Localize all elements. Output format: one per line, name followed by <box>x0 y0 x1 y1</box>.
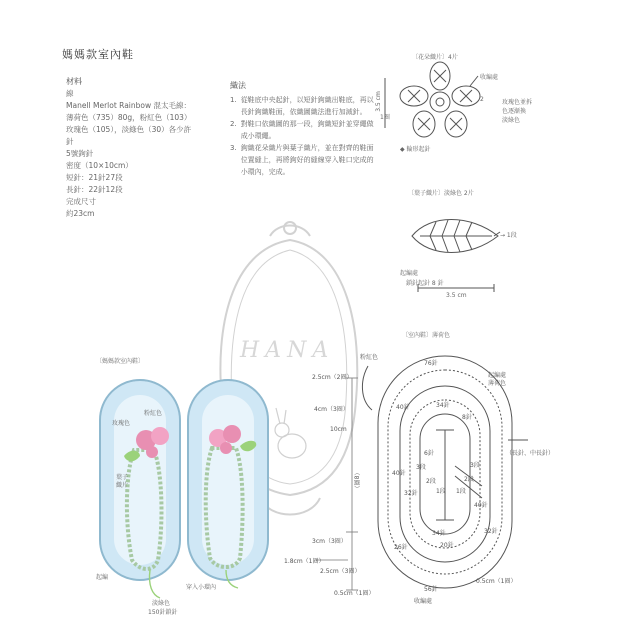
sole-label: 32針 <box>484 528 498 535</box>
shoe-leaf-label: 葉子 織片 <box>116 474 129 489</box>
sole-label: 3段 <box>470 462 480 469</box>
sole-label: 40針 <box>392 470 406 477</box>
measure-label: 1.8cm（1圈） <box>284 558 325 565</box>
sole-label: 40針 <box>396 404 410 411</box>
step-text: 從鞋底中央起針，以短針鉤織出鞋底，再以長針鉤織鞋面，依織圖織法進行加減針。 <box>240 96 374 116</box>
measure-label: 2.5cm（2圈） <box>312 374 353 381</box>
sole-pink: 粉紅色 <box>360 354 379 361</box>
sole-label: 2段 <box>464 476 474 483</box>
sole-bottom: 收編處 <box>414 598 433 605</box>
shoe-pink-label: 粉紅色 <box>144 410 163 417</box>
method-step <box>230 142 380 178</box>
materials-heading: 材料 <box>66 77 82 86</box>
measure-label: 4cm（3圈） <box>314 406 349 413</box>
measure-label: 2.5cm（3圈） <box>320 568 361 575</box>
shoe-insert-label: 穿入小環內 <box>186 584 217 591</box>
sole-title: 〔室內鞋〕薄荷色 <box>402 332 451 339</box>
sole-label: 34針 <box>432 530 446 537</box>
materials-list <box>66 76 191 220</box>
method-instructions <box>230 80 380 178</box>
leaf-start: 起編處 <box>400 270 419 277</box>
sole-label: 40針 <box>474 502 488 509</box>
sole-label: 32針 <box>404 490 418 497</box>
step-text: 鉤織花朵織片與葉子織片，並在對齊的鞋面位置縫上，再將鉤好的縫線穿入鞋口完成的小環內，完成。 <box>240 144 374 176</box>
measure-label: 3cm（3圈） <box>312 538 347 545</box>
sole-label: 20針 <box>440 542 454 549</box>
materials-line: 5號鉤針 <box>66 149 94 158</box>
method-heading: 織法 <box>230 81 246 90</box>
shoe-start-label: 起編 <box>96 574 109 581</box>
leaf-size: 3.5 cm <box>446 292 467 299</box>
flower-color-note: 玫瑰色並拆 色逐漸換 淡綠色 <box>502 99 533 124</box>
sole-label: 1段 <box>436 488 446 495</box>
sole-label: 6針 <box>424 450 434 457</box>
leaf-round: → 1段 <box>500 232 517 239</box>
sole-label: 8針 <box>462 414 472 421</box>
flower-title: 〔花朵織片〕4片 <box>412 54 458 61</box>
step-number: 1. <box>230 96 237 104</box>
sole-label: 26針 <box>394 544 408 551</box>
flower-chart <box>385 62 480 137</box>
sole-label: 1段 <box>456 488 466 495</box>
sole-side-note: 起編處 薄荷色 <box>488 372 507 387</box>
flower-end-label: 收編處 <box>480 74 499 81</box>
sole-label: 34針 <box>436 402 450 409</box>
step-text: 對鞋口依織圖的那一段，鉤織短針並穿繩做成小環繩。 <box>240 120 374 140</box>
flower-round2: 2 <box>480 96 484 103</box>
flower-start: ◆ 輪形起針 <box>400 146 431 153</box>
materials-line: 完成尺寸 <box>66 197 96 206</box>
watermark-text: HANA <box>240 338 335 363</box>
shoe-green-label: 淡綠色 <box>152 600 171 607</box>
page-title: 媽媽款室內鞋 <box>62 48 134 61</box>
right-shoe <box>188 380 268 588</box>
shoe-rose-label: 玫瑰色 <box>112 420 131 427</box>
materials-line: 線 <box>66 89 74 98</box>
measure-label: 10cm <box>330 426 347 433</box>
leaf-chain: 鎖針起針 8 針 <box>406 280 444 287</box>
materials-line: 短針：21針27段 <box>66 173 123 182</box>
materials-line: Manell Merlot Rainbow 混太毛線： <box>66 101 191 110</box>
measure-label: （8圈） <box>352 469 360 492</box>
bunny-watermark <box>275 408 306 458</box>
left-shoe <box>100 380 180 598</box>
materials-line: 長針：22針12段 <box>66 185 123 194</box>
leaf-title: 〔葉子織片〕淡綠色 2片 <box>408 190 474 197</box>
shoe-chain-label: 150針鎖針 <box>148 609 178 616</box>
measure-label: 0.5cm（1圈） <box>334 590 375 597</box>
method-step <box>230 118 380 142</box>
sole-count-a: 56針 <box>424 586 438 593</box>
materials-line: 針 <box>66 137 74 146</box>
sole-count-b: 0.5cm（1圈） <box>476 578 517 585</box>
step-number: 2. <box>230 120 237 128</box>
materials-line: 玫瑰色（105），淡綠色（30）各少許 <box>66 125 192 134</box>
method-step <box>230 94 380 118</box>
sole-top-count: 76針 <box>424 360 438 367</box>
materials-line: 約23cm <box>66 209 95 218</box>
step-number: 3. <box>230 144 237 152</box>
sole-chart <box>362 356 528 588</box>
shoes-title: 〔媽媽款室內鞋〕 <box>96 358 145 365</box>
flower-round1: 1圈 <box>380 114 390 121</box>
sole-label: 3段 <box>416 464 426 471</box>
flower-size: 3.5 cm <box>374 91 382 112</box>
sole-outer-note: （長針、中長針） <box>506 450 555 457</box>
sole-label: 2段 <box>426 478 436 485</box>
materials-line: 薄荷色（735）80g，粉紅色（103） <box>66 113 192 122</box>
materials-line: 密度（10×10cm） <box>66 161 133 170</box>
